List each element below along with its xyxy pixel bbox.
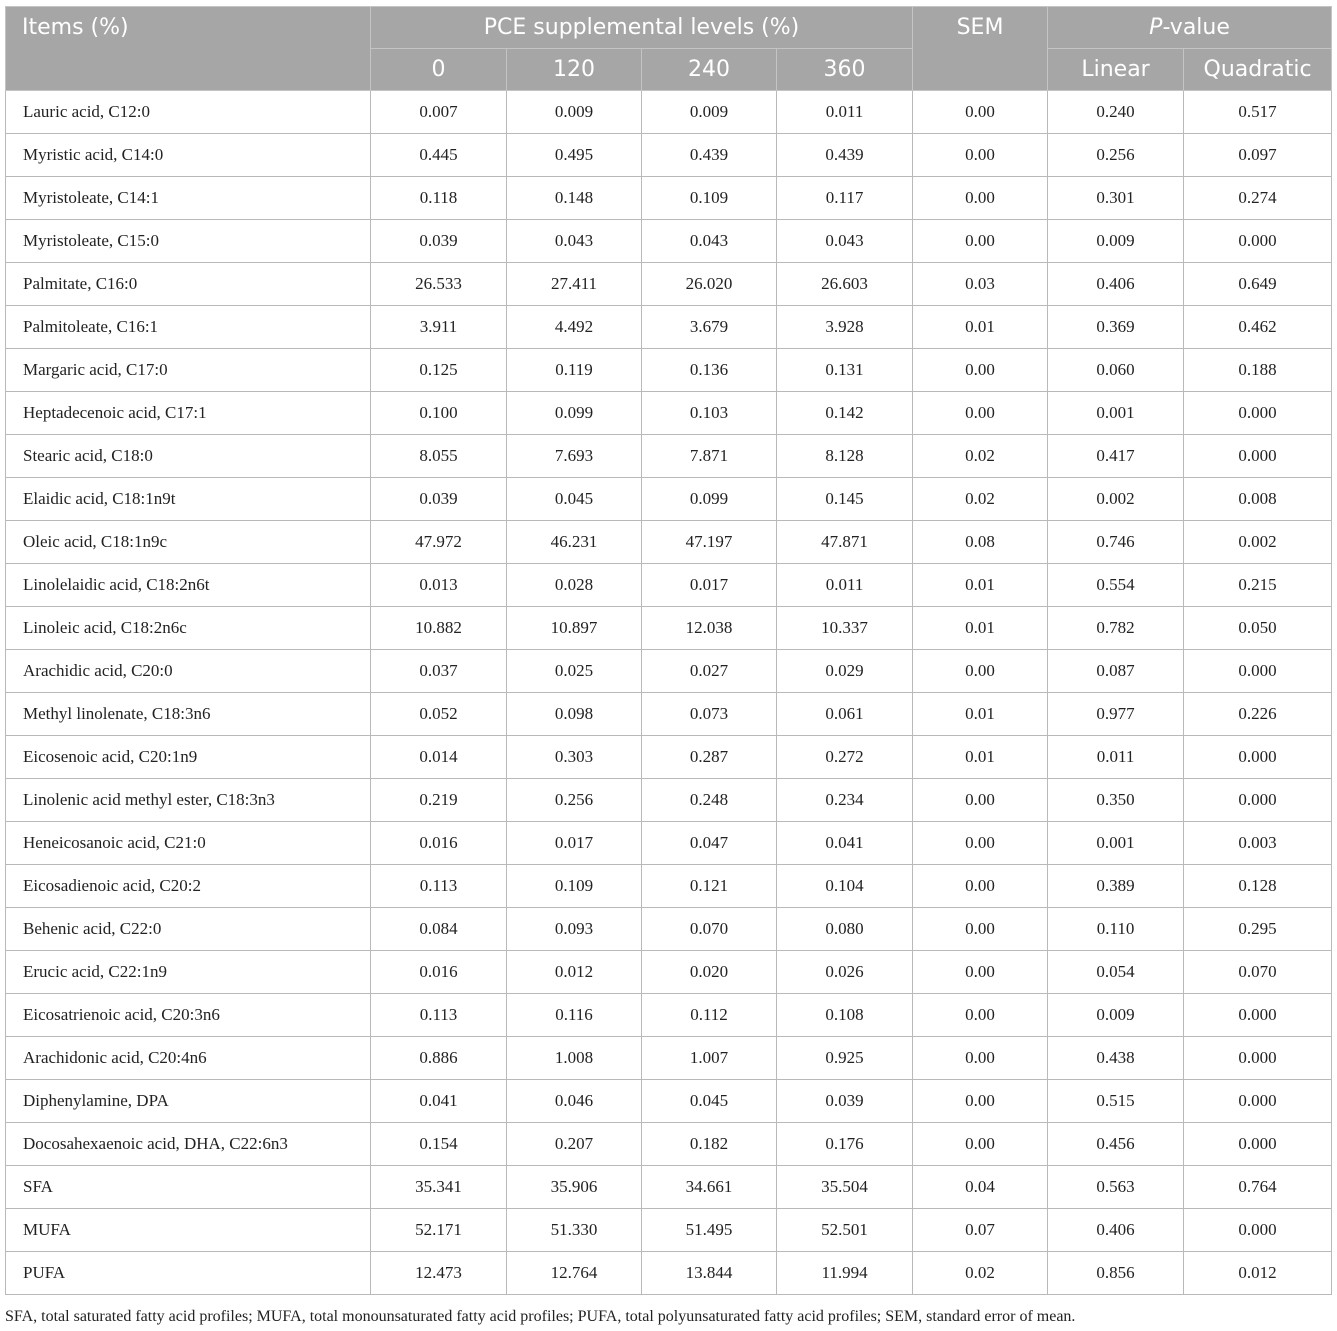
linear-p-cell: 0.009 [1048,994,1184,1037]
table-row [6,435,1332,478]
quadratic-header: Quadratic [1184,49,1332,91]
quadratic-p-cell: 0.050 [1184,607,1332,650]
level-360-cell: 0.026 [777,951,913,994]
quadratic-p-cell: 0.128 [1184,865,1332,908]
sem-header: SEM [913,7,1048,91]
level-240-cell: 12.038 [642,607,777,650]
level-120-cell: 0.045 [507,478,642,521]
level-240-cell: 0.027 [642,650,777,693]
level-240-cell: 0.020 [642,951,777,994]
level-240-cell: 47.197 [642,521,777,564]
table-row [6,91,1332,134]
level-360-cell: 0.104 [777,865,913,908]
linear-p-cell: 0.456 [1048,1123,1184,1166]
linear-p-cell: 0.369 [1048,306,1184,349]
level-120-cell: 10.897 [507,607,642,650]
level-240-cell: 0.287 [642,736,777,779]
sem-cell: 0.00 [913,349,1048,392]
level-240-cell: 51.495 [642,1209,777,1252]
quadratic-p-cell: 0.000 [1184,994,1332,1037]
item-cell: Myristoleate, C14:1 [6,177,371,220]
sem-cell: 0.00 [913,1037,1048,1080]
level-360-cell: 3.928 [777,306,913,349]
level-240-cell: 0.109 [642,177,777,220]
item-cell: Heneicosanoic acid, C21:0 [6,822,371,865]
linear-p-cell: 0.240 [1048,91,1184,134]
level-120-cell: 0.116 [507,994,642,1037]
linear-p-cell: 0.515 [1048,1080,1184,1123]
level-240-cell: 0.182 [642,1123,777,1166]
level-360-cell: 0.142 [777,392,913,435]
level-0-cell: 3.911 [371,306,507,349]
level-0-cell: 47.972 [371,521,507,564]
sem-cell: 0.00 [913,220,1048,263]
sem-cell: 0.00 [913,650,1048,693]
sem-cell: 0.01 [913,607,1048,650]
level-360-cell: 0.439 [777,134,913,177]
level-0-cell: 0.100 [371,392,507,435]
level-120-cell: 0.099 [507,392,642,435]
level-0-cell: 0.154 [371,1123,507,1166]
level-0-cell: 0.113 [371,865,507,908]
sem-cell: 0.02 [913,1252,1048,1295]
item-cell: Stearic acid, C18:0 [6,435,371,478]
linear-p-cell: 0.054 [1048,951,1184,994]
item-cell: Elaidic acid, C18:1n9t [6,478,371,521]
level-120-cell: 0.303 [507,736,642,779]
level-240-header: 240 [642,49,777,91]
quadratic-p-cell: 0.274 [1184,177,1332,220]
quadratic-p-cell: 0.002 [1184,521,1332,564]
quadratic-p-cell: 0.462 [1184,306,1332,349]
level-120-cell: 7.693 [507,435,642,478]
level-120-cell: 0.043 [507,220,642,263]
item-cell: Arachidonic acid, C20:4n6 [6,1037,371,1080]
table-row [6,306,1332,349]
level-120-cell: 0.207 [507,1123,642,1166]
level-360-cell: 0.029 [777,650,913,693]
item-cell: Margaric acid, C17:0 [6,349,371,392]
level-0-cell: 0.052 [371,693,507,736]
linear-p-cell: 0.350 [1048,779,1184,822]
quadratic-p-cell: 0.000 [1184,736,1332,779]
level-0-cell: 0.445 [371,134,507,177]
quadratic-p-cell: 0.764 [1184,1166,1332,1209]
quadratic-p-cell: 0.008 [1184,478,1332,521]
table-row [6,134,1332,177]
level-240-cell: 3.679 [642,306,777,349]
level-360-cell: 11.994 [777,1252,913,1295]
quadratic-p-cell: 0.188 [1184,349,1332,392]
level-240-cell: 0.070 [642,908,777,951]
level-240-cell: 13.844 [642,1252,777,1295]
level-360-cell: 52.501 [777,1209,913,1252]
quadratic-p-cell: 0.649 [1184,263,1332,306]
level-120-cell: 0.025 [507,650,642,693]
level-360-cell: 0.925 [777,1037,913,1080]
quadratic-p-cell: 0.000 [1184,1080,1332,1123]
table-row [6,177,1332,220]
level-240-cell: 0.103 [642,392,777,435]
sem-cell: 0.00 [913,822,1048,865]
quadratic-p-cell: 0.097 [1184,134,1332,177]
level-120-cell: 0.098 [507,693,642,736]
level-120-cell: 0.119 [507,349,642,392]
quadratic-p-cell: 0.000 [1184,392,1332,435]
quadratic-p-cell: 0.295 [1184,908,1332,951]
linear-p-cell: 0.563 [1048,1166,1184,1209]
table-footnote: SFA, total saturated fatty acid profiles; MUFA, total monounsaturated fatty acid profiles; PUFA, total polyunsaturated fatty acid profiles; SEM, standard error of mean. [5,1308,1076,1325]
linear-p-cell: 0.001 [1048,392,1184,435]
item-cell: PUFA [6,1252,371,1295]
item-cell: Myristoleate, C15:0 [6,220,371,263]
level-360-header: 360 [777,49,913,91]
quadratic-p-cell: 0.000 [1184,1123,1332,1166]
level-240-cell: 0.112 [642,994,777,1037]
linear-p-cell: 0.406 [1048,263,1184,306]
level-240-cell: 0.045 [642,1080,777,1123]
linear-p-cell: 0.746 [1048,521,1184,564]
linear-p-cell: 0.438 [1048,1037,1184,1080]
sem-cell: 0.01 [913,736,1048,779]
quadratic-p-cell: 0.000 [1184,779,1332,822]
level-0-cell: 0.037 [371,650,507,693]
level-240-cell: 0.073 [642,693,777,736]
item-cell: Linoleic acid, C18:2n6c [6,607,371,650]
quadratic-p-cell: 0.215 [1184,564,1332,607]
quadratic-p-cell: 0.000 [1184,435,1332,478]
item-cell: Heptadecenoic acid, C17:1 [6,392,371,435]
levels-group-header: PCE supplemental levels (%) [371,7,913,49]
item-cell: Eicosadienoic acid, C20:2 [6,865,371,908]
level-360-cell: 0.061 [777,693,913,736]
level-240-cell: 26.020 [642,263,777,306]
sem-cell: 0.00 [913,177,1048,220]
level-120-cell: 51.330 [507,1209,642,1252]
sem-cell: 0.07 [913,1209,1048,1252]
linear-header: Linear [1048,49,1184,91]
level-0-cell: 0.039 [371,478,507,521]
table-header [6,7,1332,91]
table-row [6,736,1332,779]
table-row [6,349,1332,392]
level-360-cell: 0.011 [777,91,913,134]
level-0-cell: 0.219 [371,779,507,822]
linear-p-cell: 0.977 [1048,693,1184,736]
quadratic-p-cell: 0.070 [1184,951,1332,994]
item-cell: Palmitoleate, C16:1 [6,306,371,349]
sem-cell: 0.00 [913,91,1048,134]
pvalue-italic-p: P [1149,15,1163,40]
sem-cell: 0.01 [913,693,1048,736]
item-cell: Methyl linolenate, C18:3n6 [6,693,371,736]
item-cell: Palmitate, C16:0 [6,263,371,306]
level-120-cell: 0.028 [507,564,642,607]
item-cell: Erucic acid, C22:1n9 [6,951,371,994]
item-cell: Linolenic acid methyl ester, C18:3n3 [6,779,371,822]
level-120-cell: 12.764 [507,1252,642,1295]
table-row [6,951,1332,994]
quadratic-p-cell: 0.000 [1184,1037,1332,1080]
table-row [6,1080,1332,1123]
table-row [6,607,1332,650]
level-360-cell: 0.176 [777,1123,913,1166]
level-360-cell: 0.041 [777,822,913,865]
item-cell: Oleic acid, C18:1n9c [6,521,371,564]
quadratic-p-cell: 0.226 [1184,693,1332,736]
linear-p-cell: 0.856 [1048,1252,1184,1295]
level-0-cell: 0.007 [371,91,507,134]
level-120-cell: 0.093 [507,908,642,951]
item-cell: Lauric acid, C12:0 [6,91,371,134]
level-0-cell: 26.533 [371,263,507,306]
level-120-cell: 35.906 [507,1166,642,1209]
table-row [6,392,1332,435]
level-120-cell: 4.492 [507,306,642,349]
linear-p-cell: 0.110 [1048,908,1184,951]
level-360-cell: 0.234 [777,779,913,822]
level-120-cell: 0.495 [507,134,642,177]
table-row [6,1252,1332,1295]
linear-p-cell: 0.001 [1048,822,1184,865]
item-cell: Behenic acid, C22:0 [6,908,371,951]
linear-p-cell: 0.087 [1048,650,1184,693]
linear-p-cell: 0.782 [1048,607,1184,650]
level-0-cell: 52.171 [371,1209,507,1252]
table-row [6,908,1332,951]
linear-p-cell: 0.389 [1048,865,1184,908]
level-0-cell: 0.016 [371,951,507,994]
quadratic-p-cell: 0.000 [1184,1209,1332,1252]
sem-cell: 0.02 [913,478,1048,521]
sem-cell: 0.00 [913,1123,1048,1166]
level-240-cell: 7.871 [642,435,777,478]
linear-p-cell: 0.301 [1048,177,1184,220]
level-120-cell: 46.231 [507,521,642,564]
sem-cell: 0.01 [913,306,1048,349]
table-row [6,220,1332,263]
item-cell: MUFA [6,1209,371,1252]
level-0-cell: 0.113 [371,994,507,1037]
level-240-cell: 1.007 [642,1037,777,1080]
sem-cell: 0.00 [913,779,1048,822]
level-360-cell: 0.272 [777,736,913,779]
level-120-cell: 0.046 [507,1080,642,1123]
level-120-cell: 0.256 [507,779,642,822]
item-cell: Linolelaidic acid, C18:2n6t [6,564,371,607]
level-240-cell: 0.043 [642,220,777,263]
level-120-cell: 0.009 [507,91,642,134]
level-0-cell: 0.013 [371,564,507,607]
level-360-cell: 8.128 [777,435,913,478]
table-row [6,263,1332,306]
sem-cell: 0.08 [913,521,1048,564]
level-360-cell: 47.871 [777,521,913,564]
sem-cell: 0.02 [913,435,1048,478]
table-row [6,865,1332,908]
table-row [6,650,1332,693]
linear-p-cell: 0.406 [1048,1209,1184,1252]
item-cell: SFA [6,1166,371,1209]
level-0-cell: 0.886 [371,1037,507,1080]
level-360-cell: 0.011 [777,564,913,607]
quadratic-p-cell: 0.000 [1184,650,1332,693]
level-240-cell: 0.009 [642,91,777,134]
item-cell: Diphenylamine, DPA [6,1080,371,1123]
sem-cell: 0.00 [913,1080,1048,1123]
level-0-cell: 8.055 [371,435,507,478]
level-360-cell: 0.117 [777,177,913,220]
level-120-cell: 1.008 [507,1037,642,1080]
linear-p-cell: 0.002 [1048,478,1184,521]
table-row [6,521,1332,564]
quadratic-p-cell: 0.000 [1184,220,1332,263]
linear-p-cell: 0.060 [1048,349,1184,392]
item-cell: Eicosatrienoic acid, C20:3n6 [6,994,371,1037]
table-row [6,693,1332,736]
linear-p-cell: 0.009 [1048,220,1184,263]
sem-cell: 0.00 [913,994,1048,1037]
sem-cell: 0.00 [913,134,1048,177]
linear-p-cell: 0.011 [1048,736,1184,779]
table-row [6,994,1332,1037]
pvalue-group-header [1048,7,1332,49]
level-240-cell: 0.121 [642,865,777,908]
level-120-cell: 0.148 [507,177,642,220]
level-0-cell: 0.084 [371,908,507,951]
level-120-cell: 0.012 [507,951,642,994]
level-240-cell: 0.047 [642,822,777,865]
level-360-cell: 0.080 [777,908,913,951]
level-360-cell: 0.145 [777,478,913,521]
table-body [6,91,1332,1295]
level-360-cell: 0.039 [777,1080,913,1123]
pvalue-suffix: -value [1162,15,1230,40]
sem-cell: 0.00 [913,908,1048,951]
sem-cell: 0.01 [913,564,1048,607]
level-0-cell: 35.341 [371,1166,507,1209]
level-360-cell: 10.337 [777,607,913,650]
linear-p-cell: 0.417 [1048,435,1184,478]
level-0-cell: 12.473 [371,1252,507,1295]
item-cell: Arachidic acid, C20:0 [6,650,371,693]
sem-cell: 0.03 [913,263,1048,306]
item-cell: Myristic acid, C14:0 [6,134,371,177]
item-cell: Eicosenoic acid, C20:1n9 [6,736,371,779]
table-row [6,1123,1332,1166]
level-360-cell: 35.504 [777,1166,913,1209]
sem-cell: 0.00 [913,392,1048,435]
level-120-cell: 27.411 [507,263,642,306]
items-header: Items (%) [6,7,371,91]
linear-p-cell: 0.256 [1048,134,1184,177]
table-row [6,1209,1332,1252]
level-240-cell: 0.099 [642,478,777,521]
table-row [6,1037,1332,1080]
level-0-cell: 10.882 [371,607,507,650]
level-360-cell: 26.603 [777,263,913,306]
quadratic-p-cell: 0.012 [1184,1252,1332,1295]
level-360-cell: 0.043 [777,220,913,263]
level-240-cell: 34.661 [642,1166,777,1209]
level-120-cell: 0.109 [507,865,642,908]
level-0-cell: 0.039 [371,220,507,263]
table-row [6,478,1332,521]
sem-cell: 0.00 [913,865,1048,908]
level-0-cell: 0.014 [371,736,507,779]
quadratic-p-cell: 0.517 [1184,91,1332,134]
fatty-acid-table [5,6,1332,1295]
level-240-cell: 0.017 [642,564,777,607]
quadratic-p-cell: 0.003 [1184,822,1332,865]
item-cell: Docosahexaenoic acid, DHA, C22:6n3 [6,1123,371,1166]
table-row [6,1166,1332,1209]
level-120-cell: 0.017 [507,822,642,865]
level-0-cell: 0.016 [371,822,507,865]
level-0-header: 0 [371,49,507,91]
level-0-cell: 0.125 [371,349,507,392]
level-0-cell: 0.118 [371,177,507,220]
level-360-cell: 0.131 [777,349,913,392]
table-row [6,822,1332,865]
table-row [6,564,1332,607]
level-240-cell: 0.439 [642,134,777,177]
level-360-cell: 0.108 [777,994,913,1037]
level-120-header: 120 [507,49,642,91]
level-240-cell: 0.248 [642,779,777,822]
level-240-cell: 0.136 [642,349,777,392]
table-row [6,779,1332,822]
sem-cell: 0.04 [913,1166,1048,1209]
level-0-cell: 0.041 [371,1080,507,1123]
linear-p-cell: 0.554 [1048,564,1184,607]
sem-cell: 0.00 [913,951,1048,994]
